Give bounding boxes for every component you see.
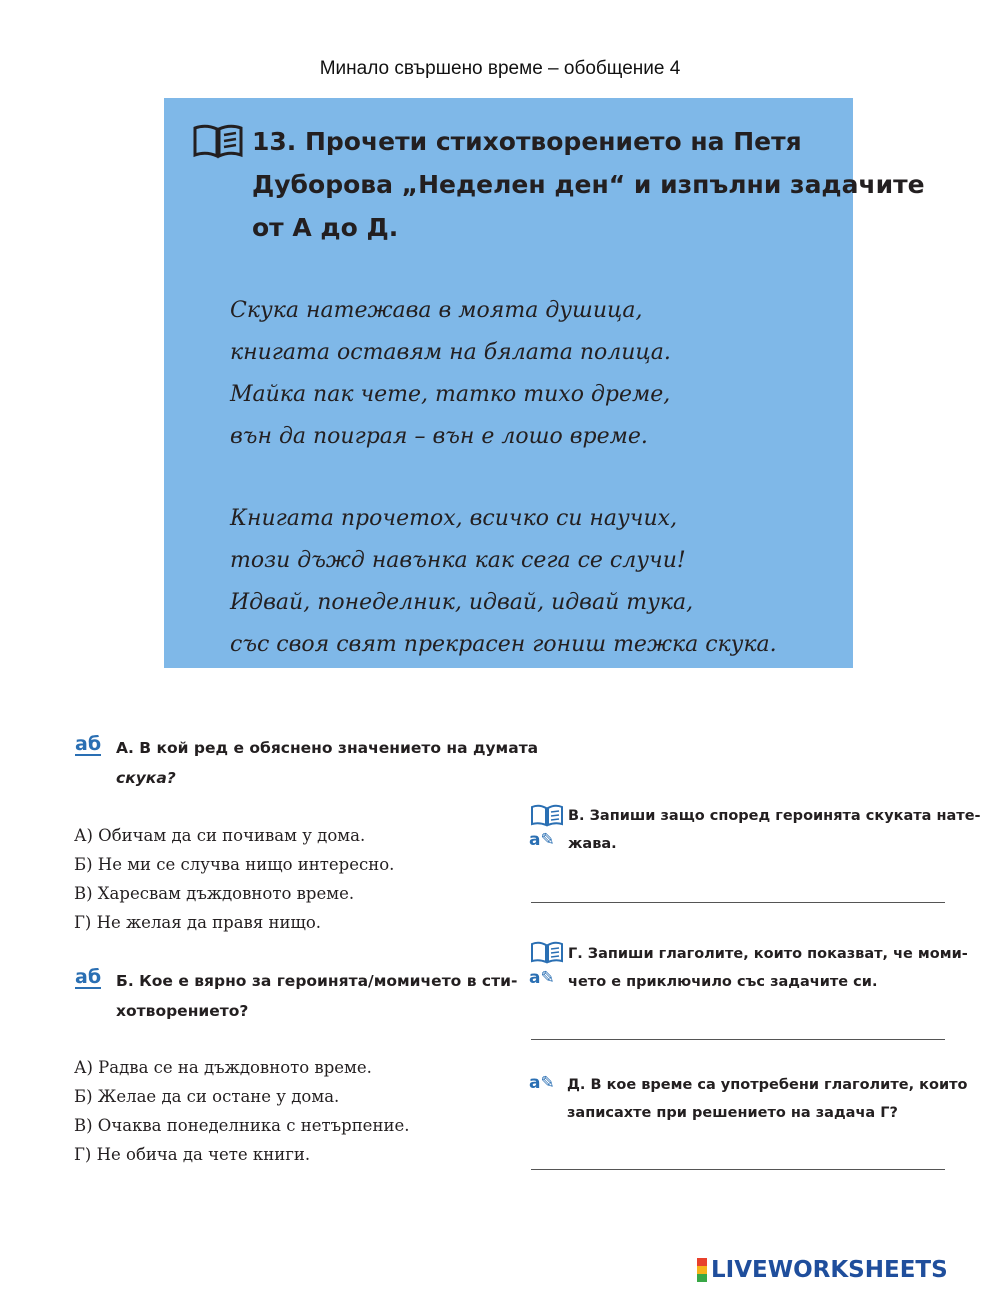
- answer-option[interactable]: А) Радва се на дъждовното време.: [74, 1058, 372, 1077]
- poem-box: [164, 98, 925, 668]
- poem-line: вън да поиграя – вън е лошо време.: [230, 424, 648, 449]
- logo-blocks-icon: [697, 1258, 707, 1282]
- question-d-line: Д. В кое време са употребени глаголите, които: [567, 1077, 968, 1093]
- question-d-heading: [567, 1071, 967, 1127]
- pencil-icon: а✎: [529, 1073, 555, 1093]
- ab-icon: аб: [75, 966, 102, 988]
- question-d-line: записахте при решението на задача Г?: [567, 1105, 898, 1121]
- poem-line: Книгата прочетох, всичко си научих,: [230, 506, 678, 531]
- answer-line-d[interactable]: [531, 1169, 945, 1170]
- question-g-line: Г. Запиши глаголите, които показват, че моми-: [568, 946, 968, 962]
- question-g-line: чето е приключило със задачите си.: [568, 974, 878, 990]
- question-v-line: жава.: [568, 836, 617, 852]
- ab-icon: аб: [75, 733, 102, 755]
- answer-option[interactable]: В) Очаква понеделника с нетърпение.: [74, 1116, 410, 1135]
- page-title: Минало свършено време – обобщение 4: [319, 58, 681, 79]
- answer-line-g[interactable]: [531, 1039, 945, 1040]
- question-b-answers: [74, 1053, 409, 1169]
- task-heading-line: от А до Д.: [252, 213, 399, 242]
- answer-option[interactable]: А) Обичам да си почивам у дома.: [74, 826, 366, 845]
- poem: [230, 290, 777, 666]
- question-v-heading: [568, 802, 981, 858]
- question-a-heading: [116, 733, 538, 793]
- pencil-icon: а✎: [529, 830, 555, 850]
- answer-option[interactable]: Б) Желае да си остане у дома.: [74, 1087, 340, 1106]
- question-g-heading: [568, 940, 968, 996]
- answer-option[interactable]: В) Харесвам дъждовното време.: [74, 884, 355, 903]
- task-heading-line: 13. Прочети стихотворението на Петя: [252, 127, 802, 156]
- poem-line: Идвай, понеделник, идвай, идвай тука,: [230, 590, 694, 615]
- poem-line: Майка пак чете, татко тихо дреме,: [230, 382, 671, 407]
- question-b-line: хотворението?: [116, 1002, 249, 1020]
- pencil-icon: а✎: [529, 968, 555, 988]
- poem-line: Скука натежава в моята душица,: [230, 298, 643, 323]
- task-heading: [192, 120, 925, 249]
- open-book-icon: [192, 122, 244, 160]
- poem-line: книгата оставям на бялата полица.: [230, 340, 671, 365]
- liveworksheets-logo[interactable]: [697, 1257, 948, 1283]
- poem-line: със своя свят прекрасен гониш тежка скука.: [230, 632, 777, 657]
- question-v-line: В. Запиши защо според героинята скуката нате-: [568, 808, 981, 824]
- answer-option[interactable]: Г) Не обича да чете книги.: [74, 1145, 311, 1164]
- question-a-line: скука?: [116, 769, 176, 787]
- question-a-line: А. В кой ред е обяснено значението на думата: [116, 739, 539, 757]
- question-b-line: Б. Кое е вярно за героинята/момичето в сти-: [116, 972, 518, 990]
- poem-line: този дъжд навънка как сега се случи!: [230, 548, 686, 573]
- answer-option[interactable]: Г) Не желая да правя нищо.: [74, 913, 322, 932]
- open-book-icon: [530, 803, 564, 827]
- question-b-heading: [116, 966, 517, 1026]
- answer-line-v[interactable]: [531, 902, 945, 903]
- answer-option[interactable]: Б) Не ми се случва нищо интересно.: [74, 855, 395, 874]
- brand-name: LIVEWORKSHEETS: [711, 1257, 948, 1283]
- question-a-answers: [74, 821, 394, 937]
- open-book-icon: [530, 940, 564, 964]
- task-heading-line: Дуборова „Неделен ден“ и изпълни задачите: [252, 170, 925, 199]
